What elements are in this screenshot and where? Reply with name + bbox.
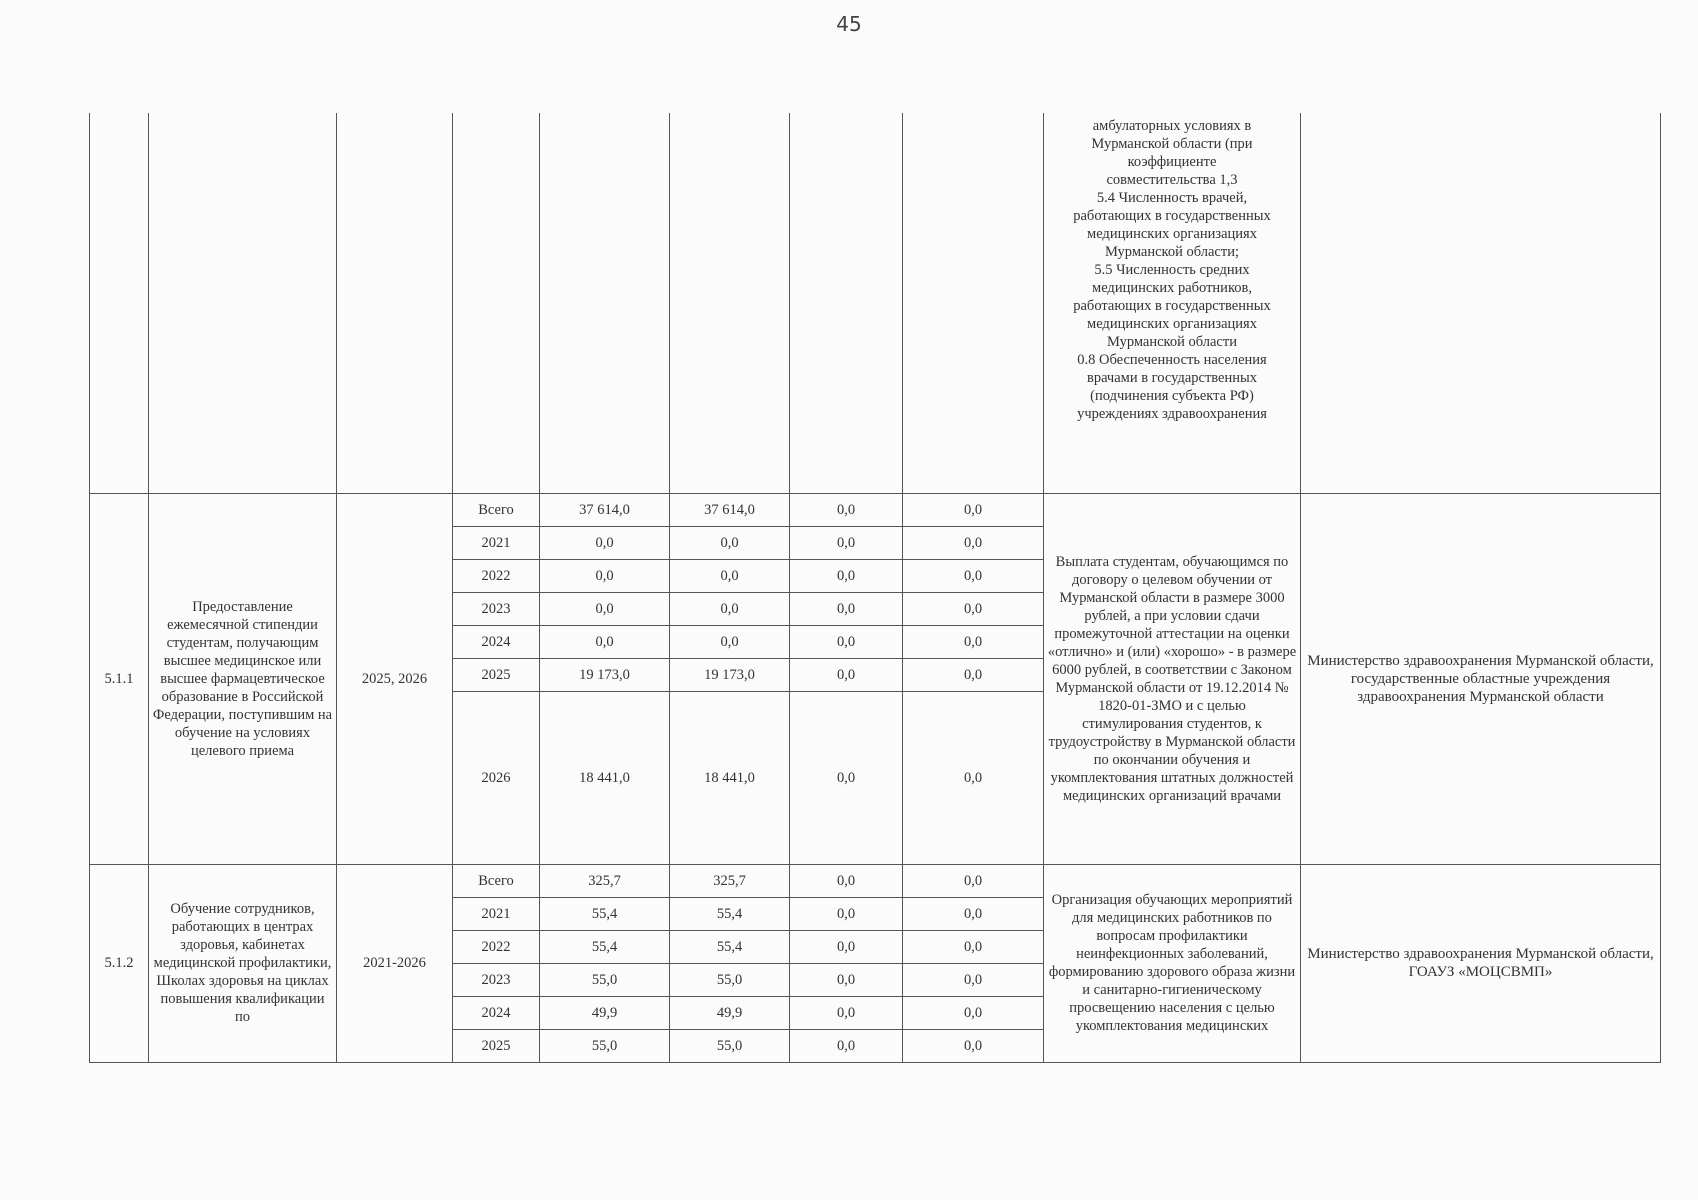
other-cell: 0,0 [903,691,1044,864]
year-cell: 2023 [453,592,540,625]
cont-total-cell [540,113,670,493]
desc-line: медицинских организациях [1087,316,1257,332]
desc-line: Мурманской области [1107,334,1237,350]
desc-line: коэффициенте [1127,154,1217,170]
federal-cell: 0,0 [790,996,903,1029]
year-cell: 2025 [453,658,540,691]
federal-cell: 0,0 [790,897,903,930]
page-number: 45 [836,12,862,36]
desc-line: врачами в государственных [1086,370,1258,386]
other-cell: 0,0 [903,930,1044,963]
desc-line: 5.5 Численность средних [1094,262,1250,278]
desc-line: совместительства 1,3 [1106,172,1238,188]
federal-cell: 0,0 [790,864,903,897]
cont-year-cell [453,113,540,493]
expected-result: Организация обучающих мероприятий для медицинских работников по вопросам профилактики неинфекционных заболеваний, формированию здорового образа жизни и санитарно-гигиеническому просвещению населения с целью укомплектования медицинских [1044,864,1301,1062]
total-cell: 0,0 [540,559,670,592]
regional-cell: 19 173,0 [670,658,790,691]
year-cell: 2022 [453,930,540,963]
activity-period: 2021-2026 [337,864,453,1062]
activity-name: Предоставление ежемесячной стипендии студентам, получающим высшее медицинское или высшее фармацевтическое образование в Российской Федерации, поступившим на обучение на условиях целевого приема [149,493,337,864]
regional-cell: 55,0 [670,1029,790,1062]
responsible-executor: Министерство здравоохранения Мурманской области, государственные областные учреждения здравоохранения Мурманской области [1301,493,1661,864]
total-cell: 0,0 [540,526,670,559]
other-cell: 0,0 [903,625,1044,658]
other-cell: 0,0 [903,526,1044,559]
desc-line: амбулаторных условиях в [1092,118,1252,134]
regional-cell: 37 614,0 [670,493,790,526]
year-cell: 2021 [453,897,540,930]
desc-line: учреждениях здравоохранения [1077,406,1267,422]
federal-cell: 0,0 [790,592,903,625]
total-cell: 19 173,0 [540,658,670,691]
other-cell: 0,0 [903,493,1044,526]
regional-cell: 49,9 [670,996,790,1029]
expected-result: Выплата студентам, обучающимся по договору о целевом обучении от Мурманской области в размере 3000 рублей, а при условии сдачи промежуточной аттестации на оценки «отлично» и (или) «хорошо» - в размере 6000 рублей, в соответствии с Законом Мурманской области от 19.12.2014 № 1820-01-ЗМО и с целью стимулирования студентов, к трудоустройству в Мурманской области по окончании обучения и укомплектования штатных должностей медицинских организаций врачами [1044,493,1301,864]
regional-cell: 0,0 [670,625,790,658]
desc-line: (подчинения субъекта РФ) [1090,388,1254,404]
continuation-row [90,113,1661,493]
desc-line: 0.8 Обеспеченность населения [1077,352,1267,368]
other-cell: 0,0 [903,1029,1044,1062]
desc-line: Мурманской области; [1105,244,1239,260]
other-cell: 0,0 [903,996,1044,1029]
federal-cell: 0,0 [790,658,903,691]
year-cell: 2021 [453,526,540,559]
year-cell: 2023 [453,963,540,996]
total-cell: 18 441,0 [540,691,670,864]
other-cell: 0,0 [903,559,1044,592]
year-cell: 2026 [453,691,540,864]
regional-cell: 0,0 [670,526,790,559]
responsible-executor: Министерство здравоохранения Мурманской области, ГОАУЗ «МОЦСВМП» [1301,864,1661,1062]
regional-cell: 55,4 [670,930,790,963]
other-cell: 0,0 [903,592,1044,625]
total-cell: 55,0 [540,963,670,996]
other-cell: 0,0 [903,658,1044,691]
federal-cell: 0,0 [790,625,903,658]
total-cell: 0,0 [540,592,670,625]
total-cell: 55,4 [540,897,670,930]
activity-period: 2025, 2026 [337,493,453,864]
cont-name-cell [149,113,337,493]
total-cell: 325,7 [540,864,670,897]
desc-line: медицинских работников, [1092,280,1252,296]
desc-line: медицинских организациях [1087,226,1257,242]
federal-cell: 0,0 [790,493,903,526]
total-cell: 55,4 [540,930,670,963]
cont-resp-cell [1301,113,1661,493]
regional-cell: 0,0 [670,559,790,592]
other-cell: 0,0 [903,963,1044,996]
activity-name: Обучение сотрудников, работающих в центрах здоровья, кабинетах медицинской профилактики, Школах здоровья на циклах повышения квалификации по [149,864,337,1062]
cont-num-cell [90,113,149,493]
cont-federal-cell [790,113,903,493]
federal-cell: 0,0 [790,691,903,864]
year-cell: 2024 [453,996,540,1029]
total-cell: 37 614,0 [540,493,670,526]
year-cell: 2025 [453,1029,540,1062]
table-row [90,864,1661,897]
year-cell: 2022 [453,559,540,592]
federal-cell: 0,0 [790,526,903,559]
regional-cell: 55,0 [670,963,790,996]
other-cell: 0,0 [903,897,1044,930]
federal-cell: 0,0 [790,963,903,996]
total-cell: 55,0 [540,1029,670,1062]
desc-line: работающих в государственных [1073,298,1271,314]
other-cell: 0,0 [903,864,1044,897]
row-number: 5.1.1 [90,493,149,864]
federal-cell: 0,0 [790,1029,903,1062]
desc-line: работающих в государственных [1073,208,1271,224]
year-cell: Всего [453,493,540,526]
program-table [89,113,1661,1063]
row-number: 5.1.2 [90,864,149,1062]
cont-desc-cell [1044,113,1301,493]
cont-period-cell [337,113,453,493]
desc-line: Мурманской области (при [1091,136,1253,152]
regional-cell: 325,7 [670,864,790,897]
table-row [90,493,1661,526]
cont-regional-cell [670,113,790,493]
federal-cell: 0,0 [790,559,903,592]
desc-line: 5.4 Численность врачей, [1096,190,1248,206]
regional-cell: 18 441,0 [670,691,790,864]
federal-cell: 0,0 [790,930,903,963]
total-cell: 0,0 [540,625,670,658]
year-cell: Всего [453,864,540,897]
total-cell: 49,9 [540,996,670,1029]
year-cell: 2024 [453,625,540,658]
regional-cell: 55,4 [670,897,790,930]
regional-cell: 0,0 [670,592,790,625]
cont-other-cell [903,113,1044,493]
